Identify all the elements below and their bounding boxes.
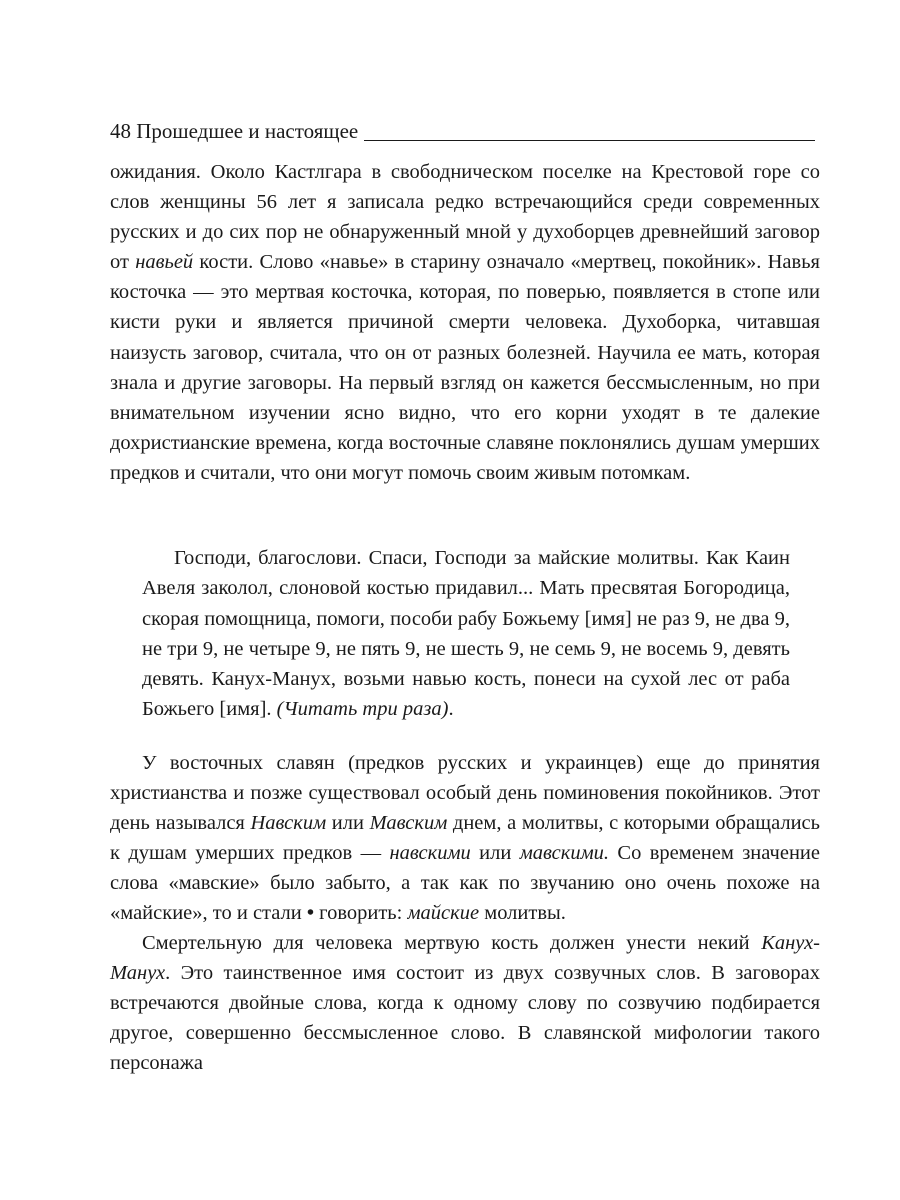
italic-term: мавскими.	[519, 842, 610, 865]
bullet-mark: •	[306, 902, 315, 925]
italic-term: майские	[407, 902, 480, 925]
italic-term: навьей	[135, 251, 194, 274]
paragraph-3: Смертельную для человека мертвую кость должен унести некий Канух-Манух. Это таинственное имя состоит из двух созвучных слов. В заговорах встречаются двойные слова, когда к одному слову по созвучию подбирается другое, совершенно бессмысленное слово. В славянской мифологии такого персонажа	[110, 932, 820, 1075]
page-number: 48	[110, 119, 131, 143]
paragraph-2: У восточных славян (предков русских и украинцев) еще до принятия христианства и позже существовал особый день поминовения покойников. Этот день назывался Навским или Мавским днем, а молитвы, с которыми обращались к душам умерших предков — навскими или мавскими. Со временем значение слова «мавские» было забыто, а так как по звучанию оно очень похоже на «майские», то и стали • говорить: майские молитвы.	[110, 752, 820, 925]
paragraph-1: ожидания. Около Кастлгара в свободническом поселке на Крестовой горе со слов женщины 56 лет я записала редко встречающийся среди современных русских и до сих пор не обнаруженный мной у духоборцев древнейший заговор от навьей кости. Слово «навье» в старину означало «мертвец, покойник». Навья косточка — это мертвая косточка, которая, по поверью, появляется в стопе или кисти руки и является причиной смерти человека. Духоборка, читавшая наизусть заговор, считала, что он от разных болезней. Научила ее мать, которая знала и другие заговоры. На первый взгляд он кажется бессмысленным, но при внимательном изучении ясно видно, что его корни уходят в те далекие дохристианские времена, когда восточные славяне поклонялись душам умерших предков и считали, что они могут помочь своим живым потомкам.	[110, 161, 820, 484]
running-header	[110, 116, 815, 146]
italic-instruction: (Читать три раза)	[276, 698, 449, 721]
header-rule	[364, 139, 815, 141]
running-title: Прошедшее и настоящее	[136, 119, 359, 143]
italic-term: навскими	[389, 842, 471, 865]
italic-term: Навским	[250, 812, 327, 835]
italic-term: Мавским	[369, 812, 448, 835]
italic-term: Канух-Манух	[110, 932, 820, 985]
charm-quote: Господи, благослови. Спаси, Господи за майские молитвы. Как Каин Авеля заколол, слоновой костью придавил... Мать пресвятая Богородица, скорая помощница, помоги, пособи рабу Божьему [имя] не раз 9, не два 9, не три 9, не четыре 9, не пять 9, не шесть 9, не семь 9, не восемь 9, девять девять. Канух-Манух, возьми навью кость, понеси на сухой лес от раба Божьего [имя]. (Читать три раза).	[142, 547, 790, 721]
